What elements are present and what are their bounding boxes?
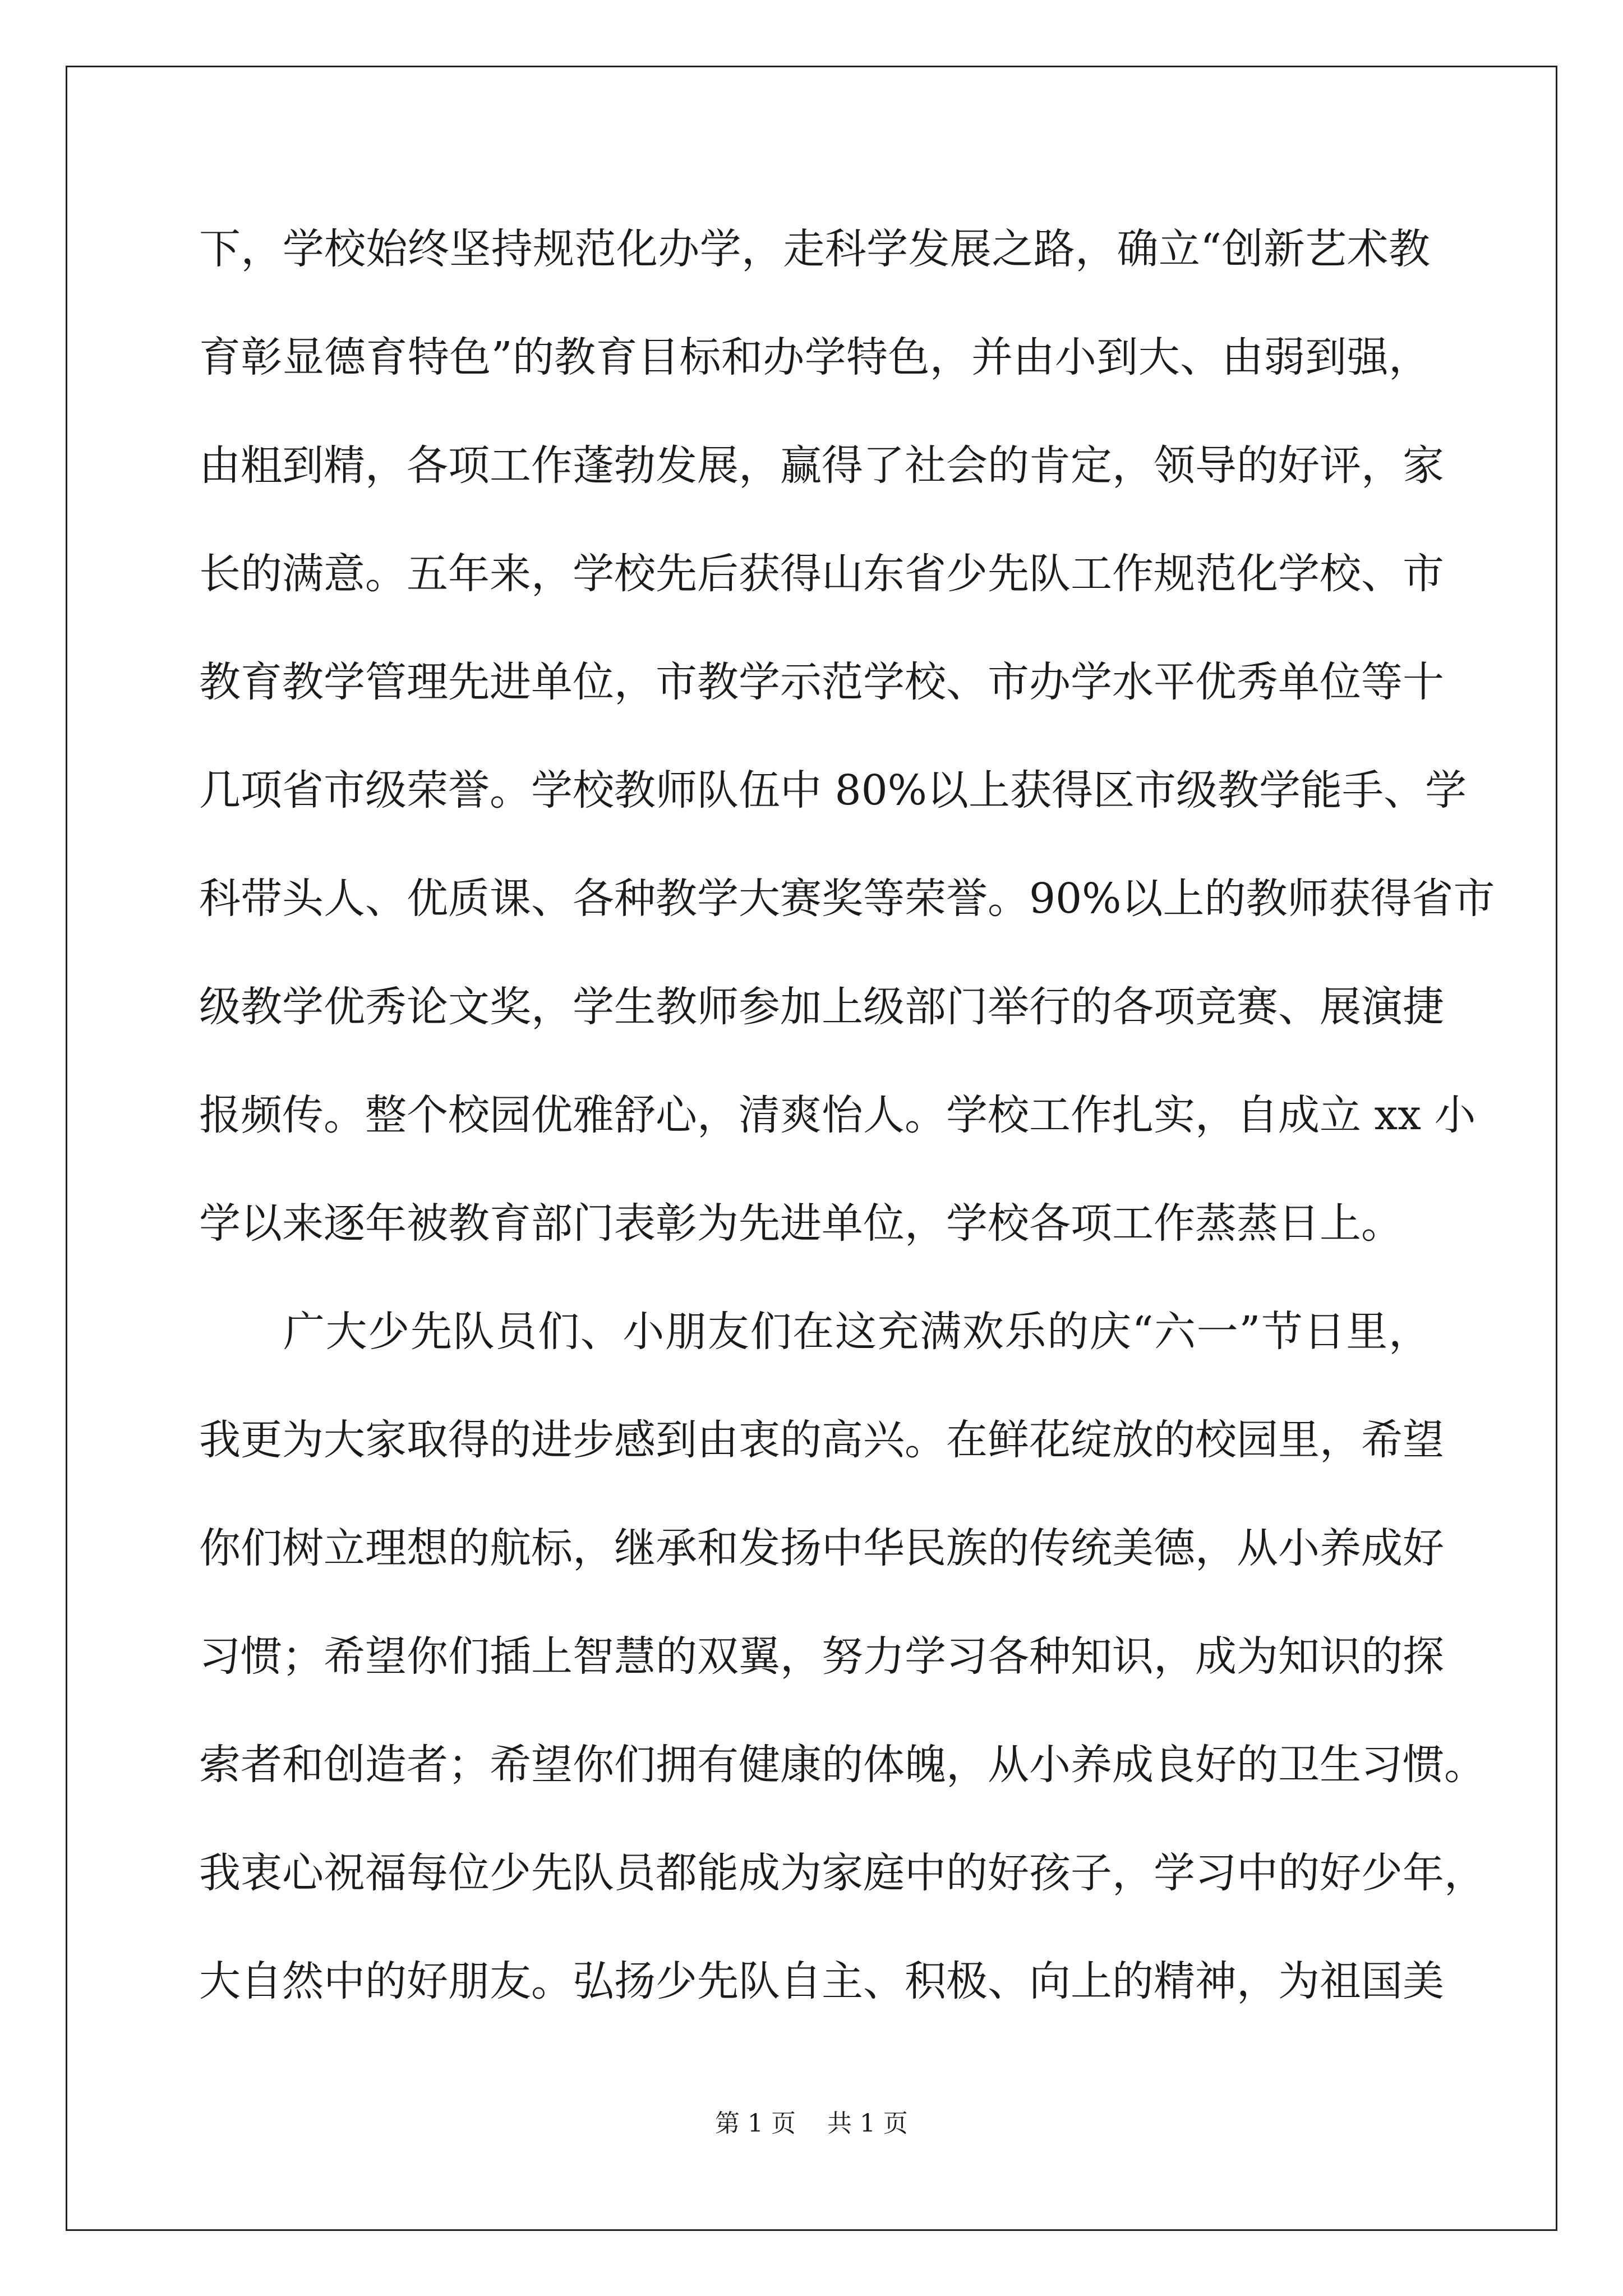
text-line: 习惯；希望你们插上智慧的双翼，努力学习各种知识，成为知识的探 [199, 1632, 1444, 1681]
text-line: 教育教学管理先进单位，市教学示范学校、市办学水平优秀单位等十 [199, 658, 1444, 706]
text-line: 级教学优秀论文奖，学生教师参加上级部门举行的各项竞赛、展演捷 [199, 983, 1444, 1031]
text-line: 广大少先队员们、小朋友们在这充满欢乐的庆“六一”节日里， [283, 1308, 1430, 1356]
text-line: 科带头人、优质课、各种教学大赛奖等荣誉。90%以上的教师获得省市 [199, 875, 1495, 923]
text-line: 下，学校始终坚持规范化办学，走科学发展之路，确立“创新艺术教 [199, 225, 1430, 273]
paragraph-2 [199, 1298, 1486, 2056]
document-body [199, 215, 1495, 2056]
text-line: 由粗到精，各项工作蓬勃发展，赢得了社会的肯定，领导的好评，家 [199, 441, 1444, 490]
text-line: 我更为大家取得的进步感到由衷的高兴。在鲜花绽放的校园里，希望 [199, 1416, 1444, 1464]
text-line: 大自然中的好朋友。弘扬少先队自主、积极、向上的精神，为祖国美 [199, 1957, 1444, 2005]
text-line: 育彰显德育特色”的教育目标和办学特色，并由小到大、由弱到强， [199, 333, 1430, 381]
text-line: 几项省市级荣誉。学校教师队伍中 80%以上获得区市级教学能手、学 [199, 766, 1467, 815]
page-number-footer: 第 1 页 共 1 页 [715, 2109, 908, 2138]
text-line: 我衷心祝福每位少先队员都能成为家庭中的好孩子，学习中的好少年， [199, 1849, 1486, 1897]
text-line: 学以来逐年被教育部门表彰为先进单位，学校各项工作蒸蒸日上。 [199, 1199, 1403, 1248]
text-line: 你们树立理想的航标，继承和发扬中华民族的传统美德，从小养成好 [199, 1524, 1444, 1572]
text-line: 报频传。整个校园优雅舒心，清爽怡人。学校工作扎实，自成立 xx 小 [199, 1091, 1476, 1139]
text-line: 长的满意。五年来，学校先后获得山东省少先队工作规范化学校、市 [199, 550, 1444, 598]
text-line: 索者和创造者；希望你们拥有健康的体魄，从小养成良好的卫生习惯。 [199, 1741, 1486, 1789]
paragraph-1 [199, 215, 1495, 1298]
